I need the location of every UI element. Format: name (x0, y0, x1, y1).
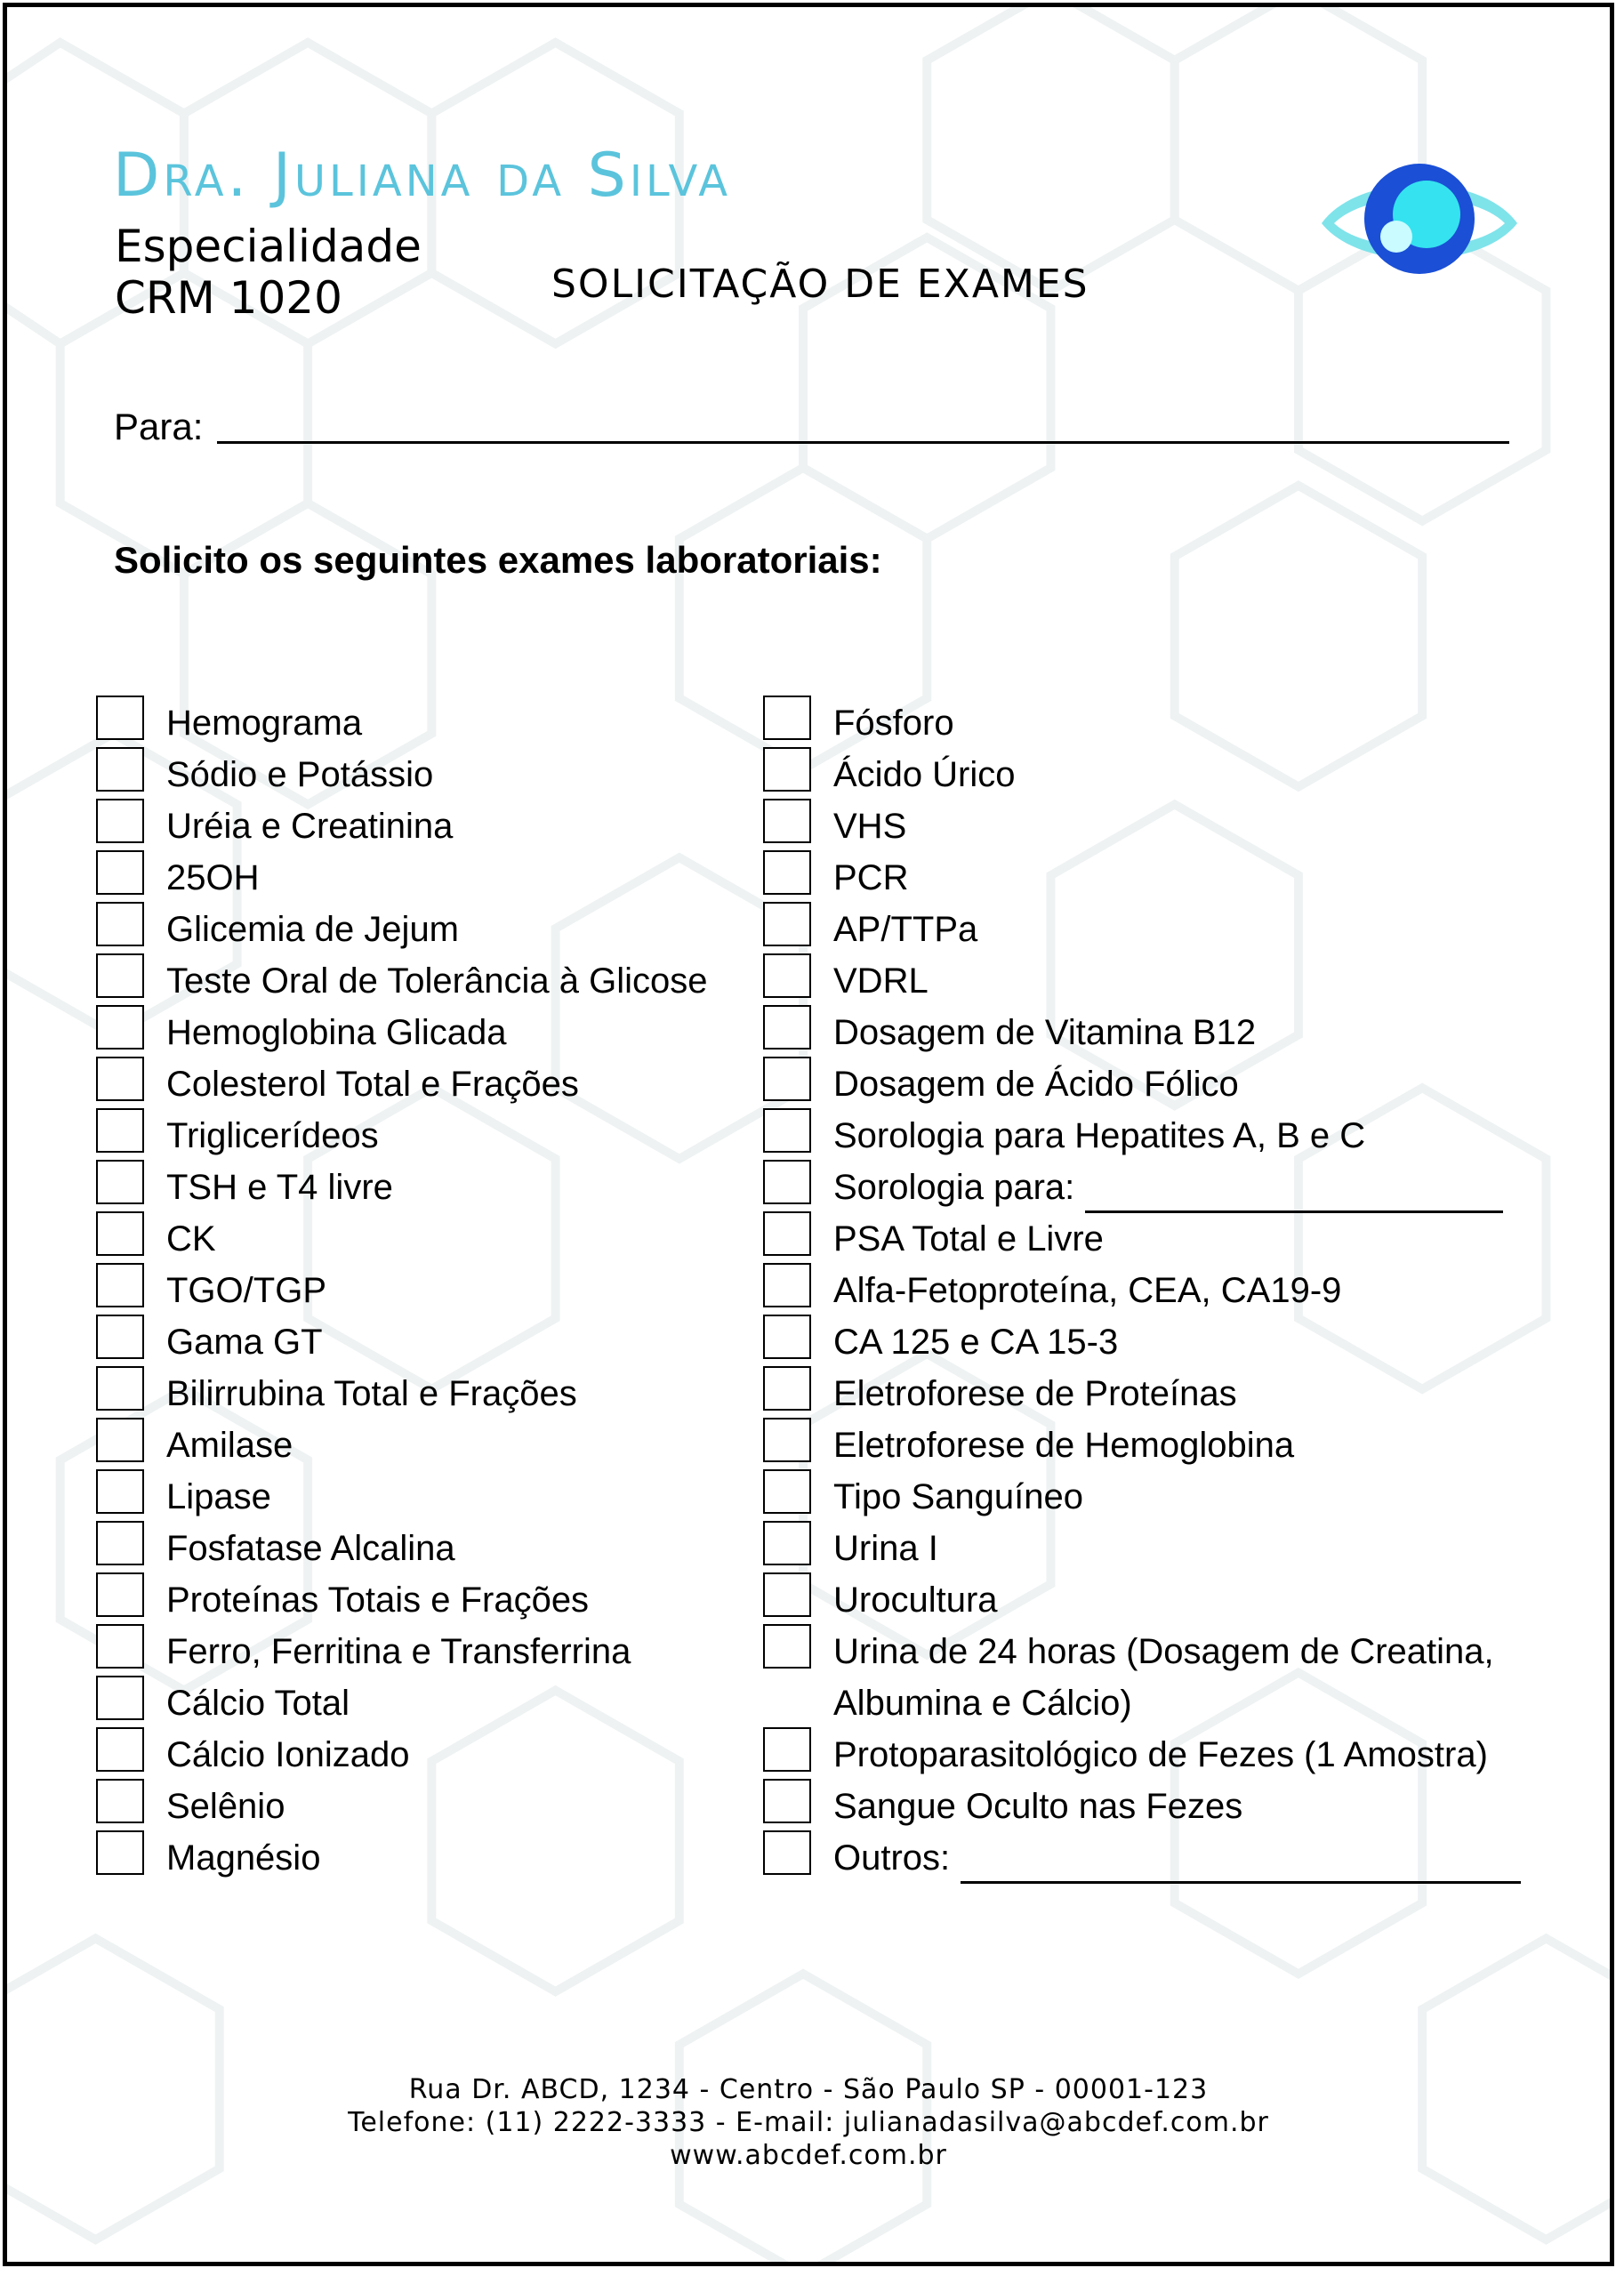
exam-label: PSA Total e Livre (833, 1219, 1104, 1259)
exam-checkbox[interactable] (96, 799, 144, 843)
exam-checkbox[interactable] (96, 1830, 144, 1875)
exam-checkbox[interactable] (96, 1263, 144, 1307)
exam-label: Colesterol Total e Frações (166, 1065, 579, 1104)
footer (7, 2073, 1610, 2172)
exam-label: Triglicerídeos (166, 1116, 379, 1155)
exam-checkbox[interactable] (96, 902, 144, 946)
exam-label: Sorologia para: (833, 1168, 1075, 1207)
exam-label: Sangue Oculto nas Fezes (833, 1787, 1243, 1826)
exam-label: TGO/TGP (166, 1271, 326, 1310)
exam-request-form (3, 3, 1614, 2266)
exam-label: Teste Oral de Tolerância à Glicose (166, 961, 708, 1001)
exam-label: TSH e T4 livre (166, 1168, 393, 1207)
exam-checkbox[interactable] (763, 1418, 811, 1462)
exam-label: Gama GT (166, 1323, 323, 1362)
exam-checkbox[interactable] (96, 1418, 144, 1462)
para-label: Para: (114, 406, 204, 447)
exam-label: Ácido Úrico (833, 755, 1016, 794)
exam-checkbox[interactable] (96, 1315, 144, 1359)
exam-checkbox[interactable] (763, 1005, 811, 1050)
exam-label: Eletroforese de Proteínas (833, 1374, 1237, 1413)
exam-label: Dosagem de Ácido Fólico (833, 1065, 1239, 1104)
exam-checkbox[interactable] (763, 1366, 811, 1411)
exam-checkbox[interactable] (96, 1676, 144, 1720)
exam-label: Hemograma (166, 704, 363, 743)
exam-checkbox[interactable] (96, 1366, 144, 1411)
exam-checkbox[interactable] (763, 1727, 811, 1772)
exam-checkbox[interactable] (763, 1263, 811, 1307)
exam-label: Sódio e Potássio (166, 755, 434, 794)
exam-checkbox[interactable] (96, 1727, 144, 1772)
footer-contact: Telefone: (11) 2222-3333 - E-mail: julianadasilva@abcdef.com.br (348, 2107, 1269, 2138)
exam-checkbox[interactable] (763, 1057, 811, 1101)
exam-label-with-blank (833, 1832, 1521, 1884)
exam-label: Eletroforese de Hemoglobina (833, 1426, 1295, 1465)
doctor-credentials (115, 221, 422, 324)
exam-label: Selênio (166, 1787, 285, 1826)
exam-checkbox[interactable] (96, 1108, 144, 1153)
exam-label: Urina de 24 horas (Dosagem de Creatina, Albumina e Cálcio) (833, 1632, 1494, 1723)
exam-label: Sorologia para Hepatites A, B e C (833, 1116, 1366, 1155)
para-input-line[interactable] (217, 441, 1509, 444)
exam-label: CA 125 e CA 15-3 (833, 1323, 1119, 1362)
sorologia-input-line[interactable] (1085, 1171, 1503, 1213)
exam-checkbox[interactable] (96, 747, 144, 792)
exam-label: Hemoglobina Glicada (166, 1013, 507, 1052)
exam-label: Fosfatase Alcalina (166, 1529, 455, 1568)
doctor-name: Dra. Juliana da Silva (113, 141, 732, 211)
exam-checkbox[interactable] (96, 1624, 144, 1669)
exam-label: Urocultura (833, 1580, 998, 1620)
exam-checkbox[interactable] (763, 1521, 811, 1565)
exam-label: Outros: (833, 1838, 951, 1878)
outros-input-line[interactable] (961, 1842, 1521, 1884)
exam-label: Urina I (833, 1529, 938, 1568)
exam-label: Alfa-Fetoproteína, CEA, CA19-9 (833, 1271, 1342, 1310)
exam-label: 25OH (166, 858, 260, 897)
exam-checkbox[interactable] (763, 1624, 811, 1669)
exam-checkbox[interactable] (96, 696, 144, 740)
exam-checkbox[interactable] (763, 953, 811, 998)
exam-checkbox[interactable] (763, 696, 811, 740)
exam-checkbox[interactable] (96, 953, 144, 998)
exam-label: AP/TTPa (833, 910, 978, 949)
document-title: SOLICITAÇÃO DE EXAMES (551, 261, 1089, 307)
exam-label: Proteínas Totais e Frações (166, 1580, 590, 1620)
exam-checkbox[interactable] (763, 1830, 811, 1875)
exam-checkbox[interactable] (763, 1211, 811, 1256)
exam-checkbox[interactable] (763, 902, 811, 946)
footer-address: Rua Dr. ABCD, 1234 - Centro - São Paulo SP - 00001-123 (408, 2074, 1209, 2105)
exam-label: Magnésio (166, 1838, 321, 1878)
eye-icon (1314, 163, 1524, 278)
exam-checkbox[interactable] (763, 1572, 811, 1617)
exam-label: Cálcio Total (166, 1684, 350, 1723)
exam-checkbox[interactable] (763, 1469, 811, 1514)
intro-text: Solicito os seguintes exames laboratoriais: (114, 539, 882, 581)
exam-checkbox[interactable] (96, 1057, 144, 1101)
exam-label: Protoparasitológico de Fezes (1 Amostra) (833, 1735, 1488, 1774)
exam-label: Tipo Sanguíneo (833, 1477, 1083, 1516)
exam-checkbox[interactable] (763, 747, 811, 792)
exam-checkbox[interactable] (96, 1779, 144, 1823)
exam-label: Fósforo (833, 704, 954, 743)
exam-label: Uréia e Creatinina (166, 807, 454, 846)
exam-label: VHS (833, 807, 907, 846)
exam-checkbox[interactable] (96, 1469, 144, 1514)
specialty: Especialidade (115, 221, 422, 272)
exam-checkbox[interactable] (96, 1211, 144, 1256)
exam-checkbox[interactable] (763, 799, 811, 843)
crm-number: CRM 1020 (115, 272, 342, 324)
exam-label: VDRL (833, 961, 929, 1001)
exam-checkbox[interactable] (763, 850, 811, 895)
exam-checkbox[interactable] (96, 850, 144, 895)
exam-checkbox[interactable] (96, 1160, 144, 1204)
exam-checkbox[interactable] (96, 1005, 144, 1050)
exam-checkbox[interactable] (763, 1160, 811, 1204)
exam-label: PCR (833, 858, 909, 897)
footer-website: www.abcdef.com.br (670, 2140, 947, 2171)
exam-label: Cálcio Ionizado (166, 1735, 410, 1774)
exam-checkbox[interactable] (96, 1572, 144, 1617)
exam-label: Lipase (166, 1477, 271, 1516)
exam-checkbox[interactable] (96, 1521, 144, 1565)
exam-label: Bilirrubina Total e Frações (166, 1374, 577, 1413)
exam-label-with-blank (833, 1162, 1503, 1213)
exam-label: CK (166, 1219, 216, 1259)
exam-label: Amilase (166, 1426, 293, 1465)
exam-label: Glicemia de Jejum (166, 910, 460, 949)
exam-checkbox[interactable] (763, 1108, 811, 1153)
exam-label: Ferro, Ferritina e Transferrina (166, 1632, 631, 1671)
exam-label: Dosagem de Vitamina B12 (833, 1013, 1257, 1052)
exam-checkbox[interactable] (763, 1779, 811, 1823)
exam-checkbox[interactable] (763, 1315, 811, 1359)
